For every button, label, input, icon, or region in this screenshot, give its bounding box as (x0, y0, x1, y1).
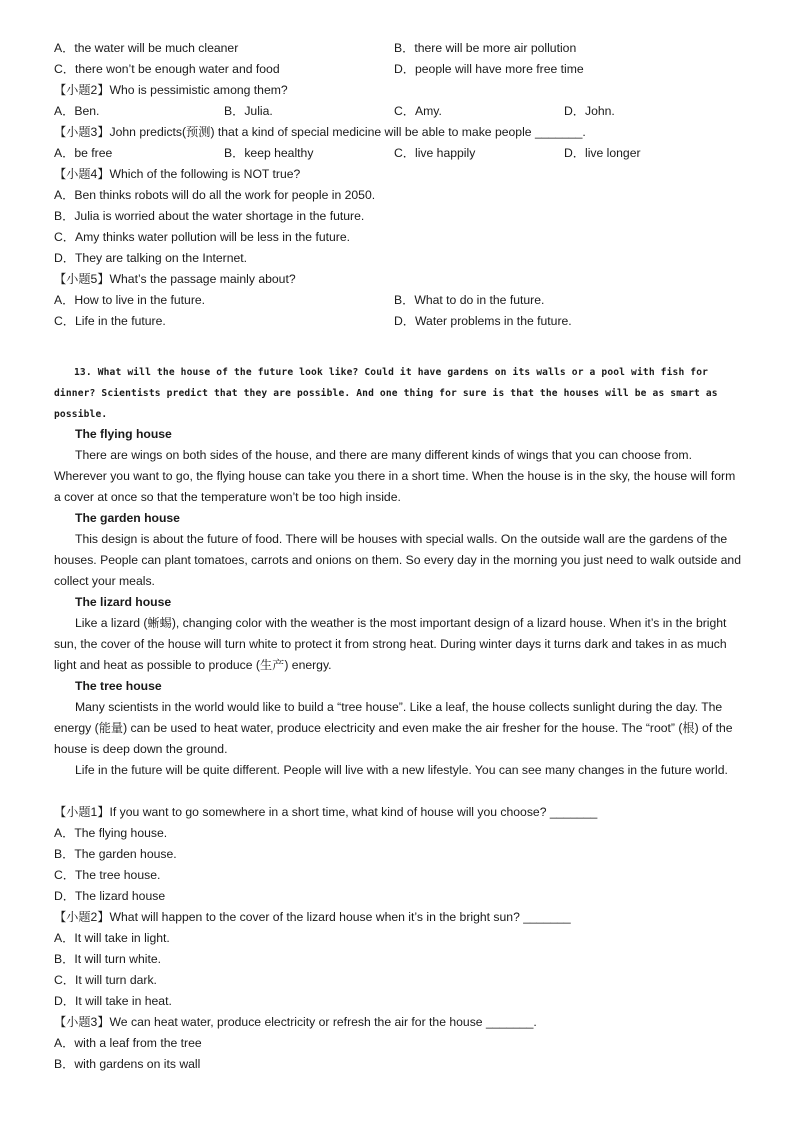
option-c: C．live happily (394, 146, 476, 160)
option-c: C．The tree house. (54, 868, 161, 882)
option-b: B．What to do in the future. (394, 293, 545, 307)
option-a: A．the water will be much cleaner (54, 41, 239, 55)
option-a: A．How to live in the future. (54, 293, 206, 307)
option-b: B．there will be more air pollution (394, 41, 577, 55)
section-text-garden-house: This design is about the future of food. There will be houses with special walls. On the outside wall are the gardens of the houses. People can plant tomatoes, carrots and onions on them. So every day in the morning you just need to walk outside and collect your meals. (54, 532, 741, 588)
option-d: D．live longer (564, 146, 641, 160)
section-title-garden-house: The garden house (75, 511, 180, 525)
question-stem: 【小题3】We can heat water, produce electricity or refresh the air for the house _______. (54, 1015, 537, 1029)
option-d: D．The lizard house (54, 889, 166, 903)
option-a: A．The flying house. (54, 826, 168, 840)
question-stem: 【小题2】Who is pessimistic among them? (54, 83, 288, 97)
section-text-tree-house: Many scientists in the world would like to build a “tree house”. Like a leaf, the house collects sunlight during the day. The energy (能量) can be used to heat water, produce electricity and even make the air fresher for the house. The “root” (根) of the house is deep down the ground. (54, 700, 733, 756)
section-title-tree-house: The tree house (75, 679, 162, 693)
option-c: C．It will turn dark. (54, 973, 157, 987)
option-a: A．with a leaf from the tree (54, 1036, 202, 1050)
option-b: B．It will turn white. (54, 952, 162, 966)
option-c: C．Amy thinks water pollution will be less in the future. (54, 230, 351, 244)
option-d: D．Water problems in the future. (394, 314, 572, 328)
option-d: D．They are talking on the Internet. (54, 251, 248, 265)
option-a: A．Ben thinks robots will do all the work for people in 2050. (54, 188, 376, 202)
option-a: A．be free (54, 146, 113, 160)
passage-intro-line: possible. (54, 409, 108, 420)
question-stem: 【小题4】Which of the following is NOT true? (54, 167, 301, 181)
question-stem: 【小题3】John predicts(预测) that a kind of special medicine will be able to make people _______. (54, 125, 586, 139)
option-d: D．John. (564, 104, 615, 118)
question-stem: 【小题5】What’s the passage mainly about? (54, 272, 296, 286)
passage-intro-line: dinner? Scientists predict that they are possible. And one thing for sure is that the houses will be as smart as (54, 388, 718, 399)
option-a: A．It will take in light. (54, 931, 170, 945)
option-b: B．keep healthy (224, 146, 314, 160)
question-stem: 【小题1】If you want to go somewhere in a short time, what kind of house will you choose? _______ (54, 805, 598, 819)
option-c: C．Life in the future. (54, 314, 166, 328)
passage-intro-line: 13. What will the house of the future look like? Could it have gardens on its walls or a pool with fish for (74, 367, 709, 378)
section-text-flying-house: There are wings on both sides of the house, and there are many different kinds of wings that you can choose from. Wherever you want to go, the flying house can take you there in a short time. When the house is in the sky, the house will form a cover at once so that the temperature won’t be too high inside. (54, 448, 736, 504)
conclusion-paragraph: Life in the future will be quite different. People will live with a new lifestyle. You can see many changes in the future world. (75, 763, 728, 777)
section-title-flying-house: The flying house (75, 427, 172, 441)
option-c: C．Amy. (394, 104, 442, 118)
option-d: D．people will have more free time (394, 62, 584, 76)
option-a: A．Ben. (54, 104, 100, 118)
option-b: B．Julia. (224, 104, 273, 118)
question-stem: 【小题2】What will happen to the cover of the lizard house when it’s in the bright sun? _______ (54, 910, 571, 924)
section-text-lizard-house: Like a lizard (蜥蜴), changing color with the weather is the most important design of a lizard house. When it’s in the bright sun, the cover of the house will turn white to protect it from strong heat. During winter days it turns dark and takes in as much light and heat as possible to produce (生产) energy. (54, 616, 727, 672)
option-b: B．Julia is worried about the water shortage in the future. (54, 209, 365, 223)
option-b: B．The garden house. (54, 847, 177, 861)
section-title-lizard-house: The lizard house (75, 595, 172, 609)
option-b: B．with gardens on its wall (54, 1057, 201, 1071)
option-d: D．It will take in heat. (54, 994, 172, 1008)
option-c: C．there won’t be enough water and food (54, 62, 280, 76)
